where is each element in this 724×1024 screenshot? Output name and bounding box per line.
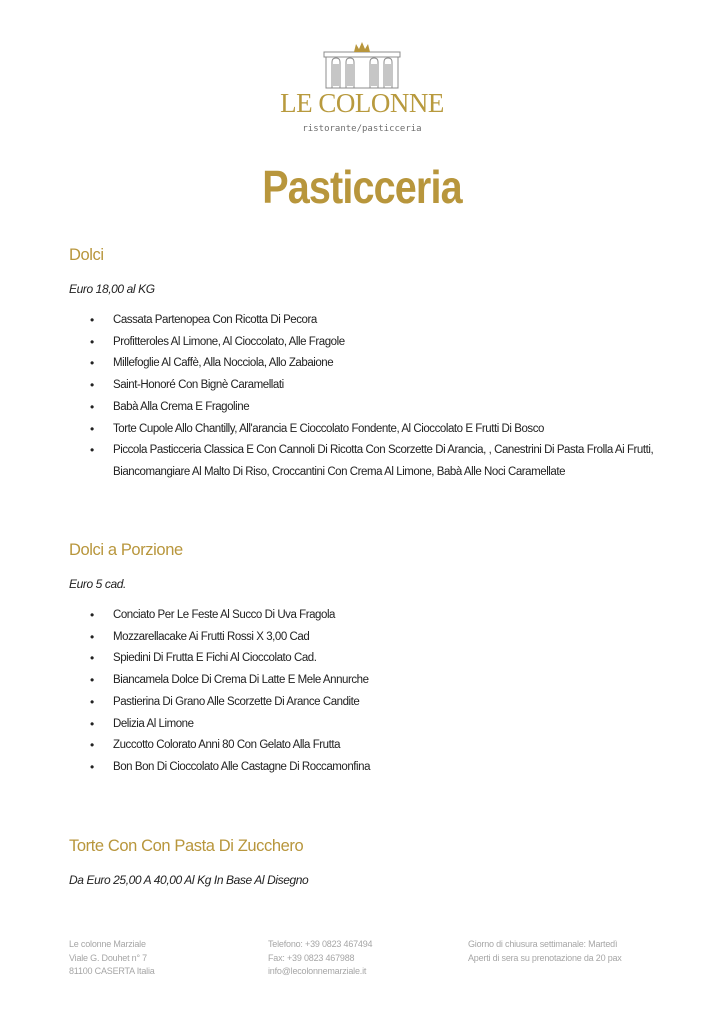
brand-subtitle: ristorante/pasticceria	[302, 124, 422, 134]
page-title: Pasticceria	[262, 161, 462, 213]
list-item: • Spiedini Di Frutta E Fichi Al Cioccolato Cad.	[90, 651, 317, 666]
list-item: • Cassata Partenopea Con Ricotta Di Pecora	[90, 313, 317, 327]
section-dolci	[69, 246, 669, 484]
brand-logo	[0, 40, 724, 140]
item-list	[69, 310, 669, 484]
list-item: • Piccola Pasticceria Classica E Con Cannoli Di Ricotta Con Scorzette Di Arancia, , Canestrini Di Pasta Frolla Ai Frutti,	[90, 443, 654, 458]
colonnade-logo-icon	[322, 40, 402, 90]
list-item: • Mozzarellacake Ai Frutti Rossi X 3,00 Cad	[90, 629, 310, 644]
list-item: • Zuccotto Colorato Anni 80 Con Gelato Alla Frutta	[90, 738, 341, 753]
footer-address: Le colonne Marziale Viale G. Douhet n° 7 81100 CASERTA Italia	[69, 939, 155, 976]
brand-name: LE COLONNE	[280, 88, 444, 118]
section-price: Da Euro 25,00 A 40,00 Al Kg In Base Al Disegno	[69, 873, 309, 887]
list-item: • Saint-Honoré Con Bignè Caramellati	[90, 378, 284, 393]
list-item: • Conciato Per Le Feste Al Succo Di Uva Fragola	[90, 608, 336, 622]
footer-contacts: Telefono: +39 0823 467494 Fax: +39 0823 467988 info@lecolonnemarziale.it	[268, 938, 372, 979]
list-item: • Bon Bon Di Cioccolato Alle Castagne Di Roccamonfina	[90, 759, 371, 774]
section-price: Euro 18,00 al KG	[69, 282, 155, 296]
list-item: • Babà Alla Crema E Fragoline	[90, 399, 250, 414]
list-item: • Profitteroles Al Limone, Al Cioccolato, Alle Fragole	[90, 334, 345, 349]
list-item: • Millefoglie Al Caffè, Alla Nocciola, Allo Zabaione	[90, 356, 334, 371]
list-item: • Biancamela Dolce Di Crema Di Latte E Mele Annurche	[90, 673, 369, 688]
list-item: • Pastierina Di Grano Alle Scorzette Di Arance Candite	[90, 694, 360, 709]
section-price: Euro 5 cad.	[69, 577, 126, 591]
section-dolci-a-porzione	[69, 541, 669, 779]
section-title: Dolci a Porzione	[69, 541, 183, 559]
list-item: • Torte Cupole Allo Chantilly, All'arancia E Cioccolato Fondente, Al Cioccolato E Frutti Di Bosco	[90, 421, 544, 436]
section-title: Dolci	[69, 246, 104, 264]
list-item-continuation: Biancomangiare Al Malto Di Riso, Croccantini Con Crema Al Limone, Babà Alle Noci Caramellate	[113, 465, 566, 478]
email-link[interactable]: info@lecolonnemarziale.it	[268, 966, 367, 976]
section-title: Torte Con Con Pasta Di Zucchero	[69, 837, 304, 855]
item-list	[69, 605, 669, 779]
section-torte	[69, 837, 669, 887]
footer-hours: Giorno di chiusura settimanale: Martedì Aperti di sera su prenotazione da 20 pax	[468, 939, 622, 963]
list-item: • Delizia Al Limone	[90, 716, 194, 731]
